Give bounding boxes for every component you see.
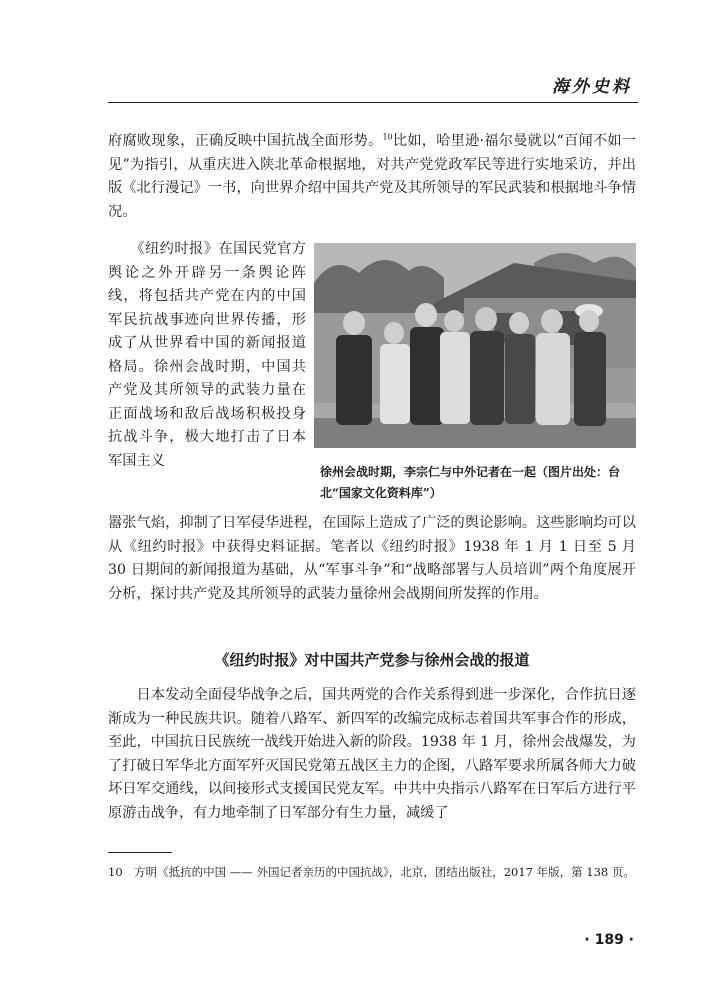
paragraph-1-text-after: 比如，哈里逊·福尔曼就以“百闻不如一见”为指引，从重庆进入陕北革命根据地，对共产党党政军民等进行实地采访，并出版《北行漫记》一书，向世界介绍中国共产党及其所领导的军民武装和根据地斗争情况。 bbox=[108, 133, 636, 220]
footnote-number: 10 bbox=[108, 865, 123, 879]
footnote-divider bbox=[108, 852, 172, 853]
photo-caption: 徐州会战时期，李宗仁与中外记者在一起（图片出处：台北“国家文化资料库”） bbox=[320, 465, 621, 500]
running-header-title: 海外史料 bbox=[552, 77, 632, 97]
historical-photo bbox=[314, 243, 636, 448]
section-heading: 《纽约时报》对中国共产党参与徐州会战的报道 bbox=[214, 651, 530, 669]
paragraph-3 bbox=[108, 684, 636, 825]
footnote-reference[interactable]: 10 bbox=[382, 132, 393, 142]
paragraph-3-text: 日本发动全面侵华战争之后，国共两党的合作关系得到进一步深化，合作抗日逐渐成为一种民族共识。随着八路军、新四军的改编完成标志着国共军事合作的形成，至此，中国抗日民族统一战线开始进入新的阶段。1938 年 1 月，徐州会战爆发，为了打破日军华北方面军歼灭国民党第五战区主力的企图，八路军要求所属各师大力破坏日军交通线，以间接形式支援国民党友军。中共中央指示八路军在日军后方进行平原游击战争，有力地牵制了日军部分有生力量，减缓了 bbox=[108, 687, 636, 821]
paragraph-2-wrapped-content: 《纽约时报》在国民党官方舆论之外开辟另一条舆论阵线，将包括共产党在内的中国军民抗战事迹向世界传播，形成了从世界看中国的新闻报道格局。徐州会战时期，中国共产党及其所领导的武装力量在正面战场和敌后战场积极投身抗战斗争，极大地打击了日本军国主义 bbox=[108, 241, 306, 469]
paragraph-1-text-before: 府腐败现象，正确反映中国抗战全面形势。 bbox=[108, 133, 383, 149]
footnote-text: 方明《抵抗的中国 —— 外国记者亲历的中国抗战》，北京，团结出版社，2017 年版，第 138 页。 bbox=[134, 865, 635, 879]
paragraph-1 bbox=[108, 130, 636, 224]
footnote bbox=[108, 862, 636, 883]
header-divider bbox=[108, 102, 638, 103]
paragraph-2-continued: 嚣张气焰，抑制了日军侵华进程，在国际上造成了广泛的舆论影响。这些影响均可以从《纽约时报》中获得史料证据。笔者以《纽约时报》1938 年 1 月 1 日至 5 月 30 日期间的新闻报道为基础，从“军事斗争”和“战略部署与人员培训”两个角度展开分析，探讨共产党及其所领导的武装力量徐州会战期间所发挥的作用。 bbox=[108, 515, 636, 602]
paragraph-2-wrapped-text bbox=[108, 238, 306, 473]
page-number: · 189 · bbox=[584, 932, 634, 948]
